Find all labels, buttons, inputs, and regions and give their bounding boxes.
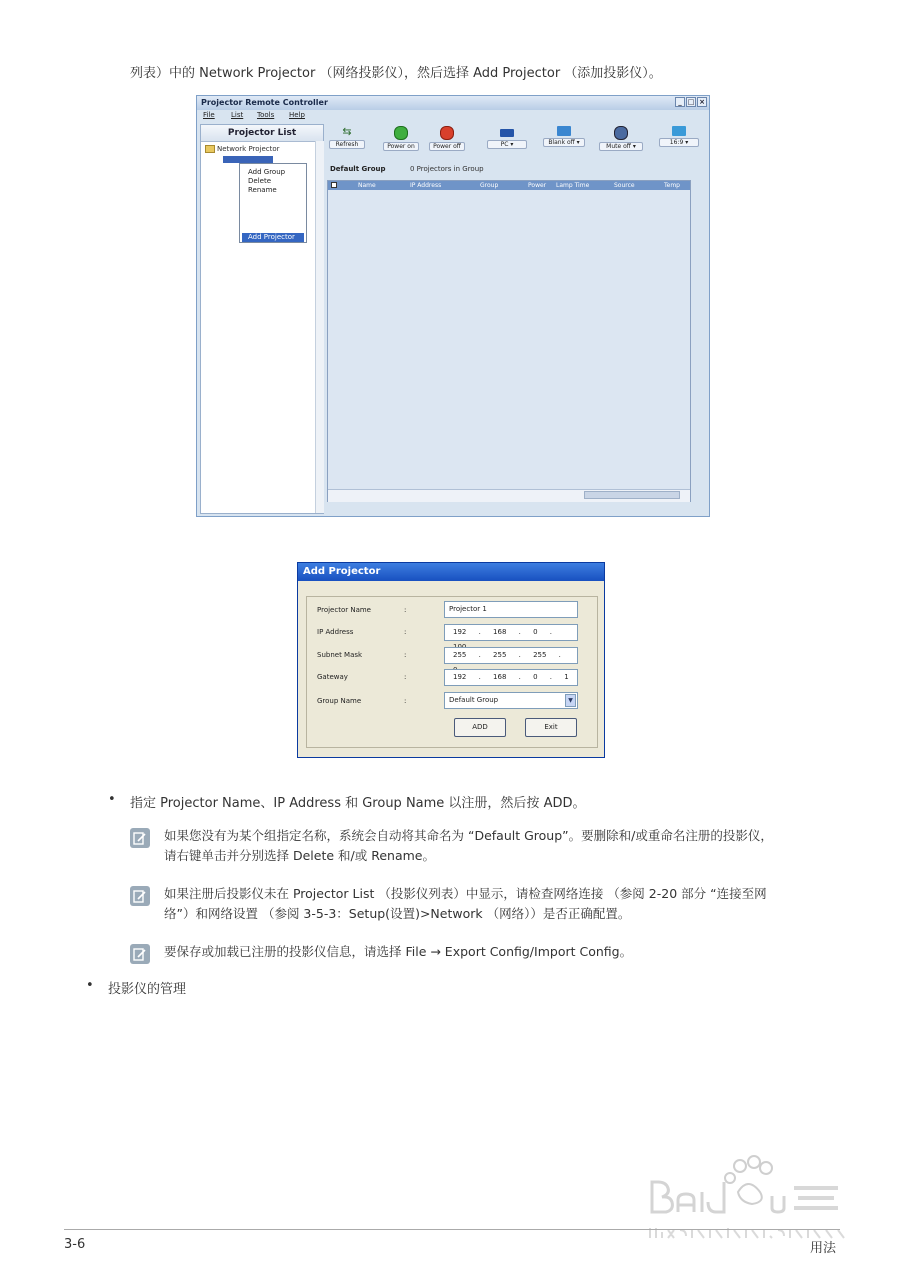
refresh-label: Refresh [329,140,365,149]
colon: : [404,606,407,614]
col-power[interactable]: Power [528,182,547,189]
left-panel-scrollbar[interactable] [315,141,324,513]
aspect-label: 16:9 ▾ [659,138,699,147]
section-name: 用法 [810,1241,837,1256]
group-name-select[interactable] [444,692,578,709]
pc-icon [500,129,514,137]
col-group[interactable]: Group [480,182,499,189]
gateway-input[interactable]: 192 . 168 . 0 . 1 [444,669,578,686]
power-off-label: Power off [429,142,465,151]
exit-button[interactable]: Exit [525,718,577,737]
source-pc-dropdown[interactable] [487,126,527,154]
colon: : [404,628,407,636]
note-1-line-1: 如果您没有为某个组指定名称，系统会自动将其命名为 “Default Group”。要删除和/或重命名注册的投影仪， [164,828,773,843]
col-lamp-time[interactable]: Lamp Time [556,182,590,189]
projector-list-panel [200,124,324,514]
dialog-title: Add Projector [303,566,381,577]
add-button[interactable]: ADD [454,718,506,737]
menu-tools[interactable]: Tools [257,111,275,119]
projector-name-input[interactable]: Projector 1 [444,601,578,618]
menu-list[interactable]: List [231,111,244,119]
power-off-icon [440,126,454,140]
group-label: Default Group [330,165,386,173]
power-off-button[interactable] [429,126,465,154]
menu-help[interactable]: Help [289,111,305,119]
bullet-dot: • [108,792,116,807]
tree-root-label: Network Projector [217,145,280,153]
bullet-dot: • [86,978,94,993]
mute-icon [614,126,628,140]
gateway-label: Gateway [317,673,348,681]
colon: : [404,697,407,705]
mute-off-label: Mute off ▾ [599,142,643,151]
close-icon[interactable]: × [697,97,707,107]
table-scroll-thumb[interactable] [584,491,680,499]
minimize-icon[interactable]: _ [675,97,685,107]
power-on-icon [394,126,408,140]
footer-divider [64,1229,840,1230]
tree-network-projector[interactable] [205,145,280,153]
group-name-value: Default Group [449,696,499,704]
power-on-label: Power on [383,142,419,151]
blank-off-label: Blank off ▾ [543,138,585,147]
refresh-button[interactable] [329,126,365,154]
add-projector-dialog [297,562,605,758]
col-source[interactable]: Source [614,182,635,189]
blank-icon [557,126,571,136]
note-1-line-2: 请右键单击并分别选择 Delete 和/或 Rename。 [164,848,435,863]
toolbar [327,124,709,158]
ip-address-label: IP Address [317,628,354,636]
menubar [197,110,709,121]
context-menu [239,163,307,243]
projector-table [327,180,691,502]
group-name-label: Group Name [317,697,362,705]
table-header [328,181,690,190]
tree-selected-item[interactable] [223,156,273,163]
subnet-mask-input[interactable]: 255 . 255 . 255 . [444,647,578,664]
ip-address-input[interactable]: 192 . 168 . 0 . [444,624,578,641]
mute-off-dropdown[interactable] [599,126,643,154]
subnet-mask-label: Subnet Mask [317,651,363,659]
colon: : [404,673,407,681]
note-1 [164,826,773,866]
ctx-delete[interactable]: Delete [248,177,271,185]
window-title: Projector Remote Controller [201,98,328,107]
blank-off-dropdown[interactable] [543,126,585,154]
projector-list-header: Projector List [201,125,323,142]
aspect-ratio-dropdown[interactable] [659,126,699,154]
aspect-icon [672,126,686,136]
note-icon [130,828,150,848]
note-icon [130,944,150,964]
refresh-icon: ⇆ [342,125,352,138]
select-all-checkbox[interactable] [331,182,337,188]
col-name[interactable]: Name [358,182,376,189]
maximize-icon[interactable]: □ [687,98,695,106]
col-ip-address[interactable]: IP Address [410,182,442,189]
power-on-button[interactable] [383,126,419,154]
dialog-titlebar [298,563,604,581]
note-2 [164,884,767,924]
intro-text: 列表）中的 Network Projector （网络投影仪），然后选择 Add Projector （添加投影仪）。 [130,66,662,81]
folder-icon [205,145,215,153]
menu-file[interactable]: File [203,111,215,119]
pc-label: PC ▾ [487,140,527,149]
ctx-rename[interactable]: Rename [248,186,277,194]
note-3-line-1: 要保存或加载已注册的投影仪信息，请选择 File → Export Config/Import Config。 [164,944,633,959]
bullet-register-text: 指定 Projector Name、IP Address 和 Group Name 以注册，然后按 ADD。 [130,796,586,811]
note-icon [130,886,150,906]
col-temp[interactable]: Temp [664,182,680,189]
note-2-line-2: 络”）和网络设置 （参阅 3-5-3：Setup(设置)>Network （网络））是否正确配置。 [164,906,631,921]
chevron-down-icon[interactable]: ▼ [565,694,576,707]
ctx-add-projector[interactable]: Add Projector [242,233,304,242]
page-number: 3-6 [64,1237,86,1252]
group-count: 0 Projectors in Group [410,165,484,173]
projector-name-label: Projector Name [317,606,371,614]
window-titlebar [197,96,709,110]
ctx-add-group[interactable]: Add Group [248,168,286,176]
projector-remote-controller-window [196,95,710,517]
bullet-management-text: 投影仪的管理 [108,982,187,997]
note-3 [164,942,632,962]
colon: : [404,651,407,659]
note-2-line-1: 如果注册后投影仪未在 Projector List （投影仪列表）中显示，请检查网络连接 （参阅 2-20 部分 “连接至网 [164,886,767,901]
